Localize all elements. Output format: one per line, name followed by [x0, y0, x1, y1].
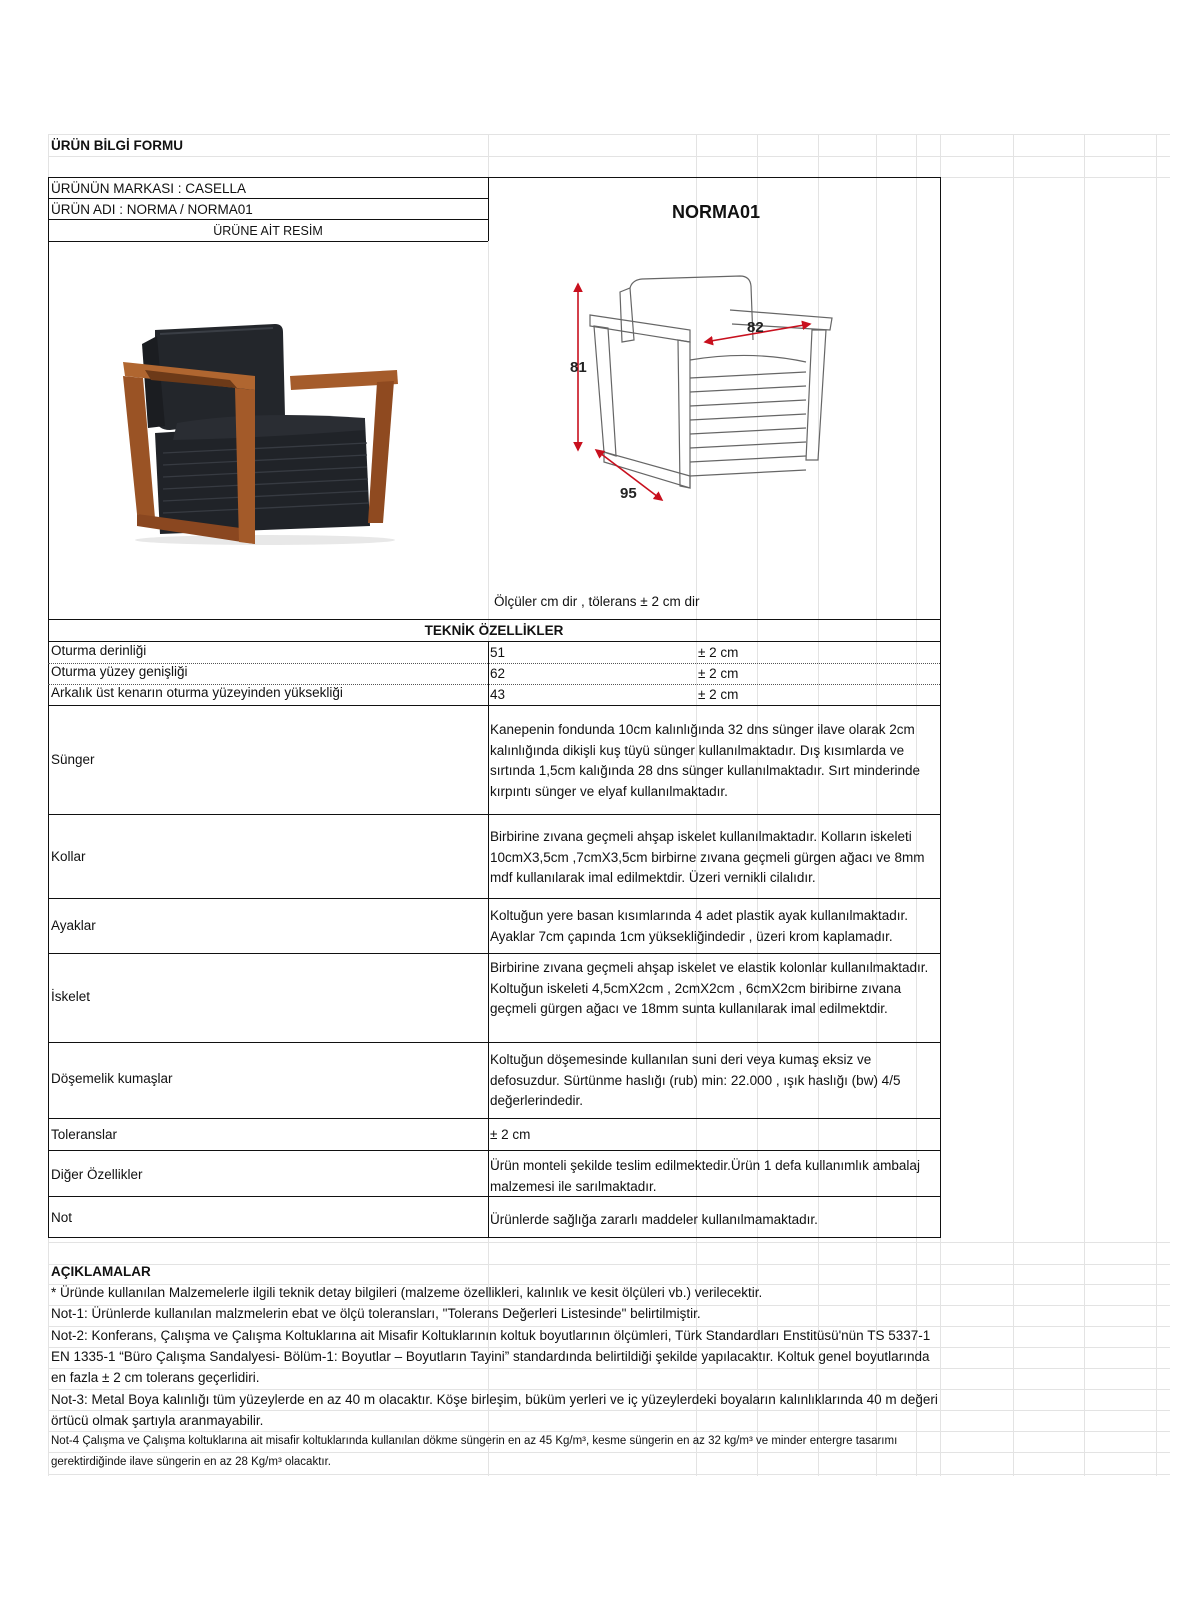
row-text: Ürün monteli şekilde teslim edilmektedir.Ürün 1 defa kullanımlık ambalaj malzemesi ile sarılmaktadır. — [490, 1158, 920, 1194]
row-value: 62 — [490, 666, 506, 681]
row-label: Toleranslar — [51, 1127, 118, 1142]
grid-line — [48, 156, 1170, 157]
row-text: Koltuğun yere basan kısımlarında 4 adet plastik ayak kullanılmaktadır. Ayaklar 7cm çapında 1cm yüksekliğindedir , üzeri krom kaplamadır. — [490, 908, 908, 944]
row-value: 51 — [490, 645, 506, 660]
border — [488, 177, 489, 241]
row-value: 43 — [490, 687, 506, 702]
row-text: Ürünlerde sağlığa zararlı maddeler kullanılmamaktadır. — [490, 1212, 818, 1227]
row-text: Kanepenin fondunda 10cm kalınlığında 32 dns sünger ilave olarak 2cm kalınlığında dikişli kuş tüyü sünger kullanılmaktadır. Dış kısımlarda ve sırtında 1,5cm kalığında 28 dns sünger kullanılmaktadır. Sırt minderinde kırpıntı sünger ve elyaf kullanılmaktadır. — [490, 722, 920, 799]
model-code: NORMA01 — [672, 202, 761, 222]
row-label: Oturma yüzey genişliği — [51, 664, 188, 679]
dimension-note: Ölçüler cm dir , tölerans ± 2 cm dir — [494, 594, 700, 609]
border — [48, 641, 940, 642]
border — [48, 1196, 940, 1197]
row-label: Diğer Özellikler — [51, 1167, 143, 1182]
row-text: Koltuğun döşemesinde kullanılan suni deri veya kumaş eksiz ve defosuzdur. Sürtünme haslığı (rub) min: 22.000 , ışık haslığı (bw) 4/5 değerlerindedir. — [490, 1052, 901, 1108]
row-text: Birbirine zıvana geçmeli ahşap iskelet kullanılmaktadır. Kolların iskeleti 10cmX3,5cm ,7cmX3,5cm birbirne zıvana geçmeli gürgen ağacı ve 8mm mdf kullanılarak imal edilmektdir. Üzeri vernikli cilalıdır. — [490, 829, 925, 885]
width-dimension: 82 — [747, 319, 764, 336]
grid-line — [48, 1474, 1170, 1475]
border — [48, 177, 49, 1237]
border — [48, 241, 488, 242]
border — [488, 641, 489, 1237]
border — [48, 1150, 940, 1151]
border — [48, 898, 940, 899]
row-label: Oturma derinliği — [51, 643, 147, 658]
grid-line — [48, 1242, 1170, 1243]
row-text: Birbirine zıvana geçmeli ahşap iskelet ve elastik kolonlar kullanılmaktadır. Koltuğun iskeleti 4,5cmX2cm , 2cmX2cm , 6cmX2cm biribirne zıvana geçmeli gürgen ağacı ve 18mm sunta kullanılarak imal edilmektdir. — [490, 960, 929, 1016]
note-item: * Üründe kullanılan Malzemelerle ilgili teknik detay bilgileri (malzeme özellikleri, kalınlık ve kesit ölçüleri vb.) verilecektir. — [51, 1285, 763, 1300]
row-text: ± 2 cm — [490, 1127, 531, 1142]
row-label: Kollar — [51, 849, 86, 864]
row-tolerance: ± 2 cm — [698, 645, 739, 660]
brand-label: ÜRÜNÜN MARKASI : CASELLA — [51, 181, 247, 196]
border — [48, 1042, 940, 1043]
note-item: Not-3: Metal Boya kalınlığı tüm yüzeylerde en az 40 m olacaktır. Köşe birleşim, büküm yerleri ve iç yüzeylerdeki boyaların kalınlıklarında 40 m değeri örtücü olmak şartıyla aranmayabilir. — [51, 1392, 938, 1428]
specs-heading: TEKNİK ÖZELLİKLER — [424, 623, 564, 638]
note-item: Not-4 Çalışma ve Çalışma koltuklarına ait misafir koltuklarında kullanılan dökme süngerin en az 45 Kg/m³, kesme süngerin en az 32 kg/m³ ve minder entergre tasarımı gerektirdiğinde ilave süngerin en az 28 Kg/m³ olacaktır. — [51, 1435, 898, 1468]
border — [48, 953, 940, 954]
row-label: Döşemelik kumaşlar — [51, 1071, 173, 1086]
note-item: Not-1: Ürünlerde kullanılan malzmelerin ebat ve ölçü toleransları, "Tolerans Değerleri Listesinde" belirtilmiştir. — [51, 1306, 701, 1321]
border — [48, 1118, 940, 1119]
border — [48, 177, 940, 178]
border — [48, 705, 940, 706]
row-label: Not — [51, 1210, 73, 1225]
grid-line — [48, 1264, 1170, 1265]
image-caption: ÜRÜNE AİT RESİM — [213, 224, 323, 238]
grid-line — [1013, 134, 1014, 1476]
height-dimension: 81 — [570, 359, 587, 376]
row-label: İskelet — [51, 989, 91, 1004]
dimension-diagram — [560, 270, 880, 520]
row-tolerance: ± 2 cm — [698, 666, 739, 681]
grid-line — [1156, 134, 1157, 1476]
border — [940, 177, 941, 1237]
row-tolerance: ± 2 cm — [698, 687, 739, 702]
border — [48, 814, 940, 815]
notes-heading: AÇIKLAMALAR — [51, 1264, 151, 1279]
grid-line — [1084, 134, 1085, 1476]
armchair-photo — [115, 318, 415, 548]
row-label: Ayaklar — [51, 918, 96, 933]
row-label: Sünger — [51, 752, 95, 767]
grid-line — [916, 134, 917, 1476]
depth-dimension: 95 — [620, 485, 637, 502]
border — [48, 1237, 941, 1238]
form-title: ÜRÜN BİLGİ FORMU — [51, 138, 183, 153]
border — [48, 619, 940, 620]
row-label: Arkalık üst kenarın oturma yüzeyinden yüksekliği — [51, 685, 343, 700]
note-item: Not-2: Konferans, Çalışma ve Çalışma Koltuklarına ait Misafir Koltuklarının koltuk boyutlarının ölçümleri, Türk Standardları Enstitüsü'nün TS 5337-1 EN 1335-1 “Büro Çalışma Sandalyesi- Bölüm-1: Boyutlar – Boyutların Tayini” standardında belirtildiği şekilde yapılacaktır. Koltuk genel boyutlarında en fazla ± 2 cm tolerans geçerlidiri. — [51, 1328, 931, 1385]
product-name-label: ÜRÜN ADI : NORMA / NORMA01 — [51, 202, 253, 217]
grid-line — [48, 134, 1170, 135]
